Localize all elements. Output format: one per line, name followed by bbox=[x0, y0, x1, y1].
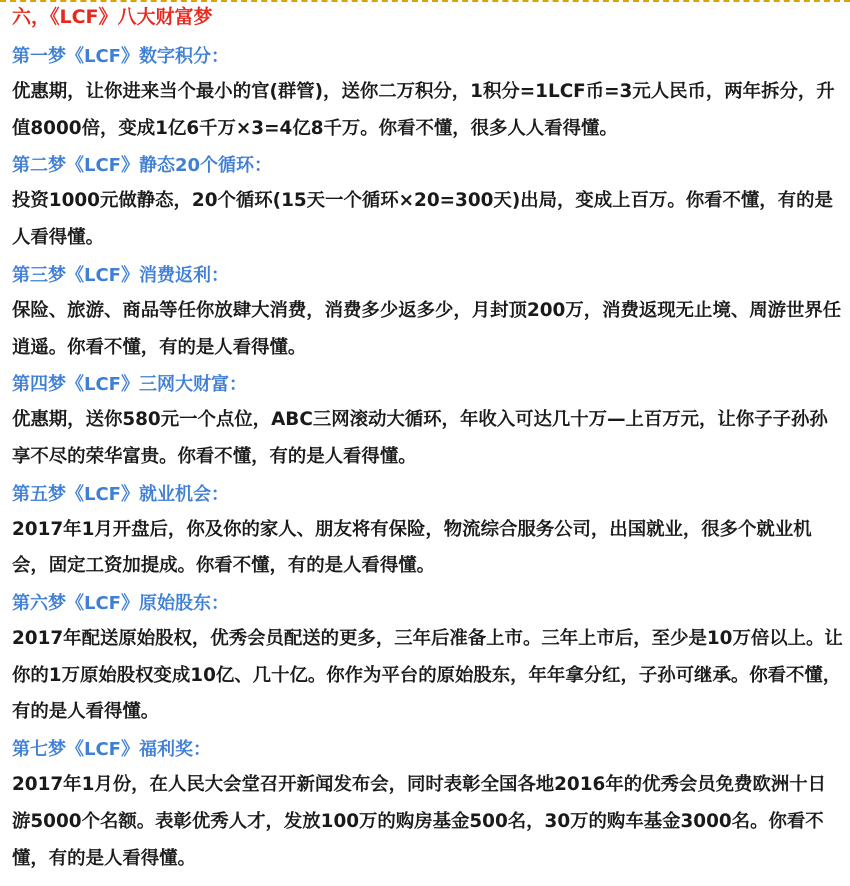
dream-4-heading: 第四梦《LCF》三网大财富： bbox=[12, 374, 247, 396]
dream-3 bbox=[12, 259, 844, 366]
dream-2-heading: 第二梦《LCF》静态20个循环： bbox=[12, 155, 273, 177]
dream-1-heading: 第一梦《LCF》数字积分： bbox=[12, 46, 229, 67]
dream-7 bbox=[12, 733, 844, 877]
top-dashed-border bbox=[0, 0, 850, 2]
dream-3-body: 保险、旅游、商品等任你放肆大消费，消费多少返多少，月封顶200万，消费返现无止境、周游世界任逍遥。你看不懂，有的是人看得懂。 bbox=[12, 299, 842, 358]
dream-5-body: 2017年1月开盘后，你及你的家人、朋友将有保险，物流综合服务公司，出国就业，很多个就业机会，固定工资加提成。你看不懂，有的是人看得懂。 bbox=[12, 518, 812, 577]
dream-3-heading: 第三梦《LCF》消费返利： bbox=[12, 264, 229, 286]
dream-2 bbox=[12, 149, 844, 256]
dream-4-body: 优惠期，送你580元一个点位，ABC三网滚动大循环，年收入可达几十万—上百万元，让你子子孙孙享不尽的荣华富贵。你看不懂，有的是人看得懂。 bbox=[12, 409, 828, 467]
dream-6 bbox=[12, 587, 844, 731]
section-title: 六，《LCF》八大财富梦 bbox=[12, 6, 213, 28]
dream-2-body: 投资1000元做静态，20个循环(15天一个循环×20=300天)出局，变成上百万。你看不懂，有的是人看得懂。 bbox=[12, 190, 833, 249]
dream-1 bbox=[12, 40, 844, 147]
dream-7-heading: 第七梦《LCF》福利奖： bbox=[12, 739, 211, 761]
dream-6-heading: 第六梦《LCF》原始股东： bbox=[12, 593, 229, 615]
dream-5 bbox=[12, 478, 844, 585]
dream-6-body: 2017年配送原始股权，优秀会员配送的更多，三年后准备上市。三年上市后，至少是10万倍以上。让你的1万原始股权变成10亿、几十亿。你作为平台的原始股东，年年拿分红，子孙可继承。你看不懂，有的是人看得懂。 bbox=[12, 628, 843, 723]
dream-7-body: 2017年1月份，在人民大会堂召开新闻发布会，同时表彰全国各地2016年的优秀会员免费欧洲十日游5000个名额。表彰优秀人才，发放100万的购房基金500名，30万的购车基金3000名。你看不懂，有的是人看得懂。 bbox=[12, 774, 827, 869]
dream-4 bbox=[12, 368, 844, 475]
dream-1-body: 优惠期，让你进来当个最小的官(群管)，送你二万积分，1积分=1LCF币=3元人民币，两年拆分，升值8000倍，变成1亿6千万×3=4亿8千万。你看不懂，很多人人看得懂。 bbox=[12, 81, 835, 139]
dream-5-heading: 第五梦《LCF》就业机会： bbox=[12, 483, 229, 505]
article-content bbox=[12, 40, 844, 879]
